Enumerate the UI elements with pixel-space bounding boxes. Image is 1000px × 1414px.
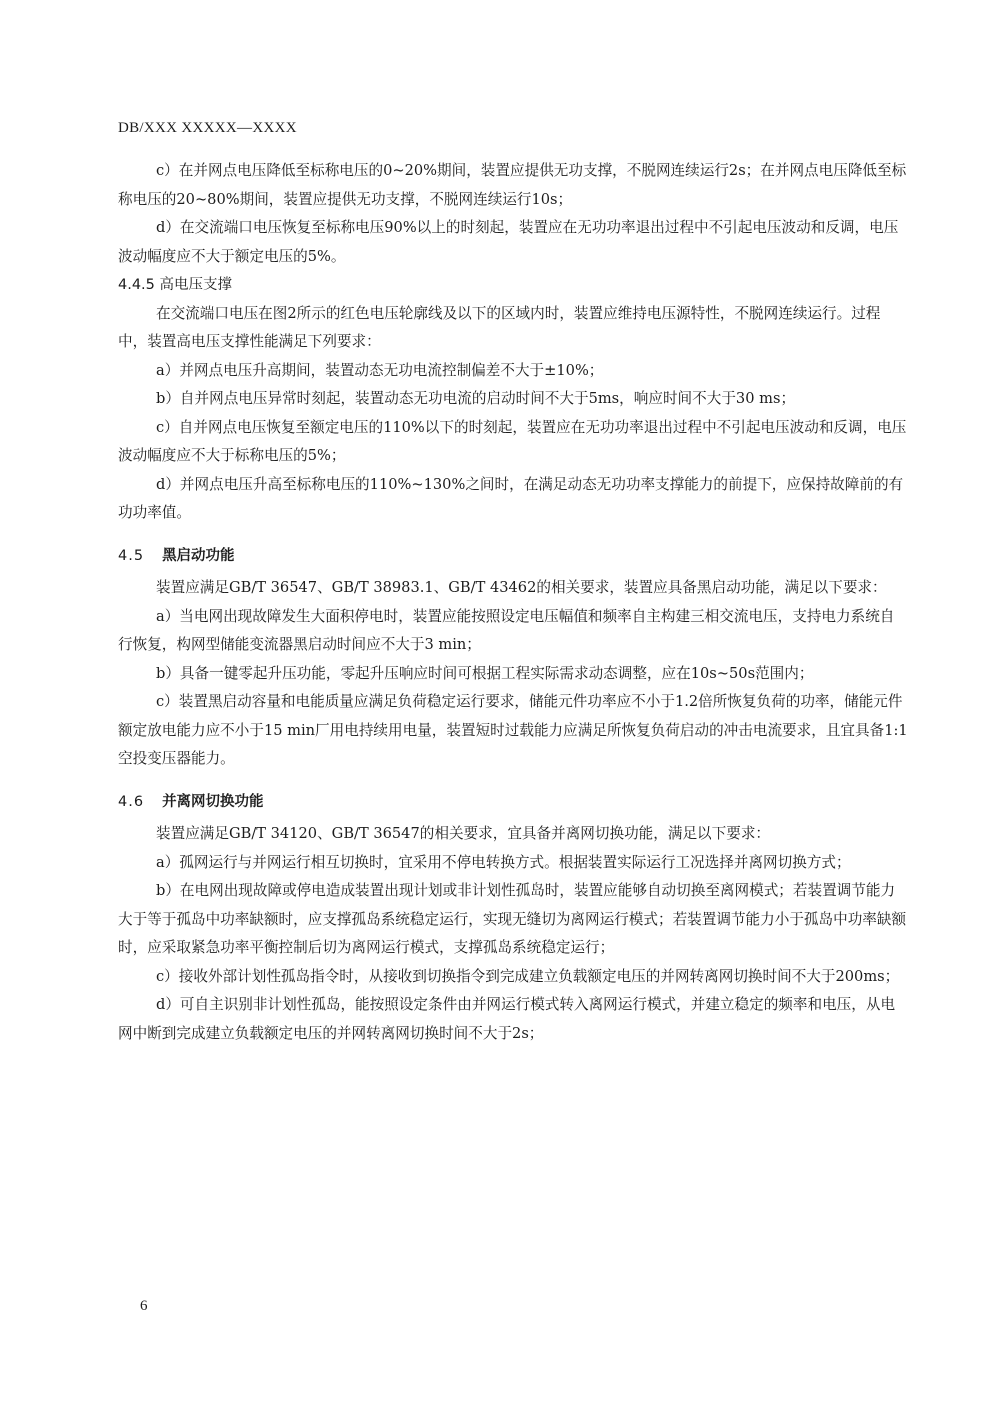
paragraph-high-voltage-intro: 在交流端口电压在图2所示的红色电压轮廓线及以下的区域内时，装置应维持电压源特性，不脱网连续运行。过程中，装置高电压支撑性能满足下列要求： [118, 304, 881, 350]
paragraph-c-planned-island: c）接收外部计划性孤岛指令时，从接收到切换指令到完成建立负载额定电压的并网转离网切换时间不大于200ms； [156, 967, 900, 985]
document-code-header: DB/XXX XXXXX—XXXX [118, 120, 297, 136]
page-number: 6 [140, 1298, 148, 1314]
paragraph-c-recovery-110: c）自并网点电压恢复至额定电压的110%以下的时刻起，装置应在无功功率退出过程中不引起电压波动和反调，电压波动幅度应不大于标称电压的5%； [118, 418, 907, 464]
paragraph-c-capacity: c）装置黑启动容量和电能质量应满足负荷稳定运行要求，储能元件功率应不小于1.2倍所恢复负荷的功率，储能元件额定放电能力应不小于15 min厂用电持续用电量，装置短时过载能力应满足所恢复负荷启动的冲击电流要求，且宜具备1:1空投变压器能力。 [118, 693, 908, 767]
paragraph-b-islanding: b）在电网出现故障或停电造成装置出现计划或非计划性孤岛时，装置应能够自动切换至离网模式；若装置调节能力大于等于孤岛中功率缺额时，应支撑孤岛系统稳定运行，实现无缝切为离网运行模式；若装置调节能力小于孤岛中功率缺额时，应采取紧急功率平衡控制后切为离网运行模式，支撑孤岛系统稳定运行； [118, 882, 907, 956]
page-content [118, 157, 908, 1048]
paragraph-a-reactive-current: a）并网点电压升高期间，装置动态无功电流控制偏差不大于±10%； [156, 361, 604, 379]
section-title: 并离网切换功能 [162, 793, 264, 810]
section-4-4-5-heading: 4.4.5 高电压支撑 [118, 277, 233, 293]
section-title: 黑启动功能 [162, 547, 235, 564]
section-number: 4.5 [118, 547, 145, 564]
paragraph-b-zero-boost: b）具备一键零起升压功能，零起升压响应时间可根据工程实际需求动态调整，应在10s~50s范围内； [156, 664, 814, 682]
paragraph-black-start-intro: 装置应满足GB/T 36547、GB/T 38983.1、GB/T 43462的相关要求，装置应具备黑启动功能，满足以下要求： [156, 579, 887, 596]
section-4-6-heading [118, 788, 908, 817]
paragraph-c-low-voltage: c）在并网点电压降低至标称电压的0~20%期间，装置应提供无功支撑，不脱网连续运行2s；在并网点电压降低至标称电压的20~80%期间，装置应提供无功支撑，不脱网连续运行10s； [118, 162, 907, 208]
paragraph-d-unplanned-island: d）可自主识别非计划性孤岛，能按照设定条件由并网运行模式转入离网运行模式，并建立稳定的频率和电压，从电网中断到完成建立负载额定电压的并网转离网切换时间不大于2s； [118, 996, 896, 1042]
paragraph-d-voltage-recovery: d）在交流端口电压恢复至标称电压90%以上的时刻起，装置应在无功功率退出过程中不引起电压波动和反调，电压波动幅度应不大于额定电压的5%。 [118, 219, 899, 265]
paragraph-a-switching-mode: a）孤网运行与并网运行相互切换时，宜采用不停电转换方式。根据装置实际运行工况选择并离网切换方式； [156, 853, 851, 871]
paragraph-d-active-power: d）并网点电压升高至标称电压的110%~130%之间时，在满足动态无功功率支撑能力的前提下，应保持故障前的有功功率值。 [118, 475, 904, 521]
section-4-5-heading [118, 542, 908, 571]
paragraph-b-response-time: b）自并网点电压异常时刻起，装置动态无功电流的启动时间不大于5ms，响应时间不大于30 ms； [156, 390, 796, 407]
section-number: 4.6 [118, 793, 145, 810]
paragraph-switching-intro: 装置应满足GB/T 34120、GB/T 36547的相关要求，宜具备并离网切换功能，满足以下要求： [156, 825, 771, 842]
paragraph-a-black-start: a）当电网出现故障发生大面积停电时，装置应能按照设定电压幅值和频率自主构建三相交流电压，支持电力系统自行恢复，构网型储能变流器黑启动时间应不大于3 min； [118, 607, 895, 653]
